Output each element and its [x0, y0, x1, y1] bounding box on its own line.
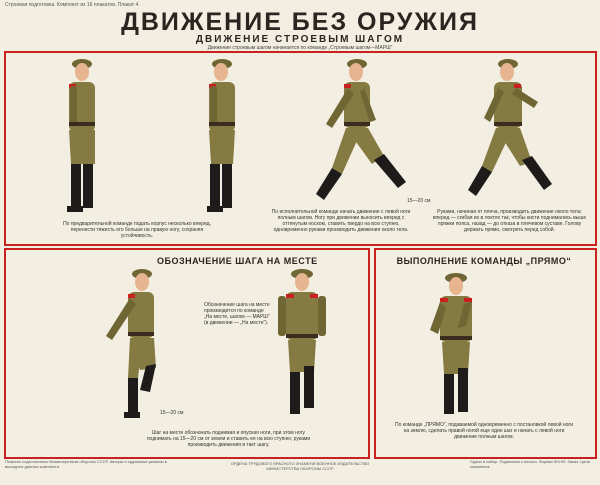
soldier-step-figure	[312, 56, 412, 208]
footer-left: Плакаты подготовлены Министерством обороны СССР. Авторы и художники указаны в выходных данных комплекта.	[5, 459, 167, 469]
soldier-ready-figure	[193, 56, 248, 214]
soldier-front-walking-figure	[426, 270, 486, 420]
straight-command-title: ВЫПОЛНЕНИЕ КОМАНДЫ „ПРЯМО“	[396, 256, 572, 266]
marking-height-label: 15—20 см	[160, 410, 184, 416]
soldier-marking-time-figure	[100, 266, 170, 424]
soldier-full-step-figure	[466, 56, 561, 206]
poster-subtitle: ДВИЖЕНИЕ СТРОЕВЫМ ШАГОМ	[195, 34, 405, 45]
caption-execution: По исполнительной команде начать движение с левой ноги полным шагом. Ногу при движении выносить вперед с оттянутым носком, ставить твердо на всю ступню, одновременно руками производить движения около тела.	[271, 209, 411, 233]
step-height-label: 15—20 см	[407, 198, 431, 204]
command-note: Движение строевым шагом начинается по команде „Строевым шагом—МАРШ“	[207, 45, 393, 51]
straight-command-caption: По команде „ПРЯМО“, подаваемой одновременно с постановкой левой ноги на землю, сделать правой ногой еще один шаг и начать с левой ноги движение полным шагом.	[394, 422, 574, 440]
series-label: Строевая подготовка. Комплект из 16 плакатов. Плакат 4.	[5, 2, 140, 8]
poster-title: ДВИЖЕНИЕ БЕЗ ОРУЖИЯ	[121, 8, 479, 36]
marking-time-callout: Обозначение шага на месте производится по команде „На месте, шагом — МАРШ“ (в движении — „На месте“).	[204, 302, 270, 326]
marking-time-caption: Шаг на месте обозначать поднимая и опуская ноги, при этом ногу поднимать на 15—20 см от земли и ставить ее на всю ступню; руками производить движения в такт шагу.	[146, 430, 311, 448]
caption-arm-movement: Руками, начиная от плеча, производить движение около тела: вперед — сгибая их в локтях так, чтобы кисти поднимались выше пряжки пояса, назад — до отказа в плечевом суставе. Голову держать прямо, смотреть перед собой.	[432, 209, 587, 233]
footer-center: ОРДЕНА ТРУДОВОГО КРАСНОГО ЗНАМЕНИ ВОЕННОЕ ИЗДАТЕЛЬСТВО МИНИСТЕРСТВА ОБОРОНЫ СССР	[230, 461, 370, 471]
soldier-standing-figure	[55, 56, 110, 214]
caption-preliminary: По предварительной команде подать корпус несколько вперед, перенести тяжесть его больше на правую ногу, сохраняя устойчивость.	[63, 221, 211, 239]
soldier-front-marking-figure	[272, 266, 332, 424]
marking-time-title: ОБОЗНАЧЕНИЕ ШАГА НА МЕСТЕ	[157, 256, 318, 266]
footer-right: Сдано в набор. Подписано к печати. Формат 60×90. Заказ. Цена комплекта.	[470, 459, 590, 469]
